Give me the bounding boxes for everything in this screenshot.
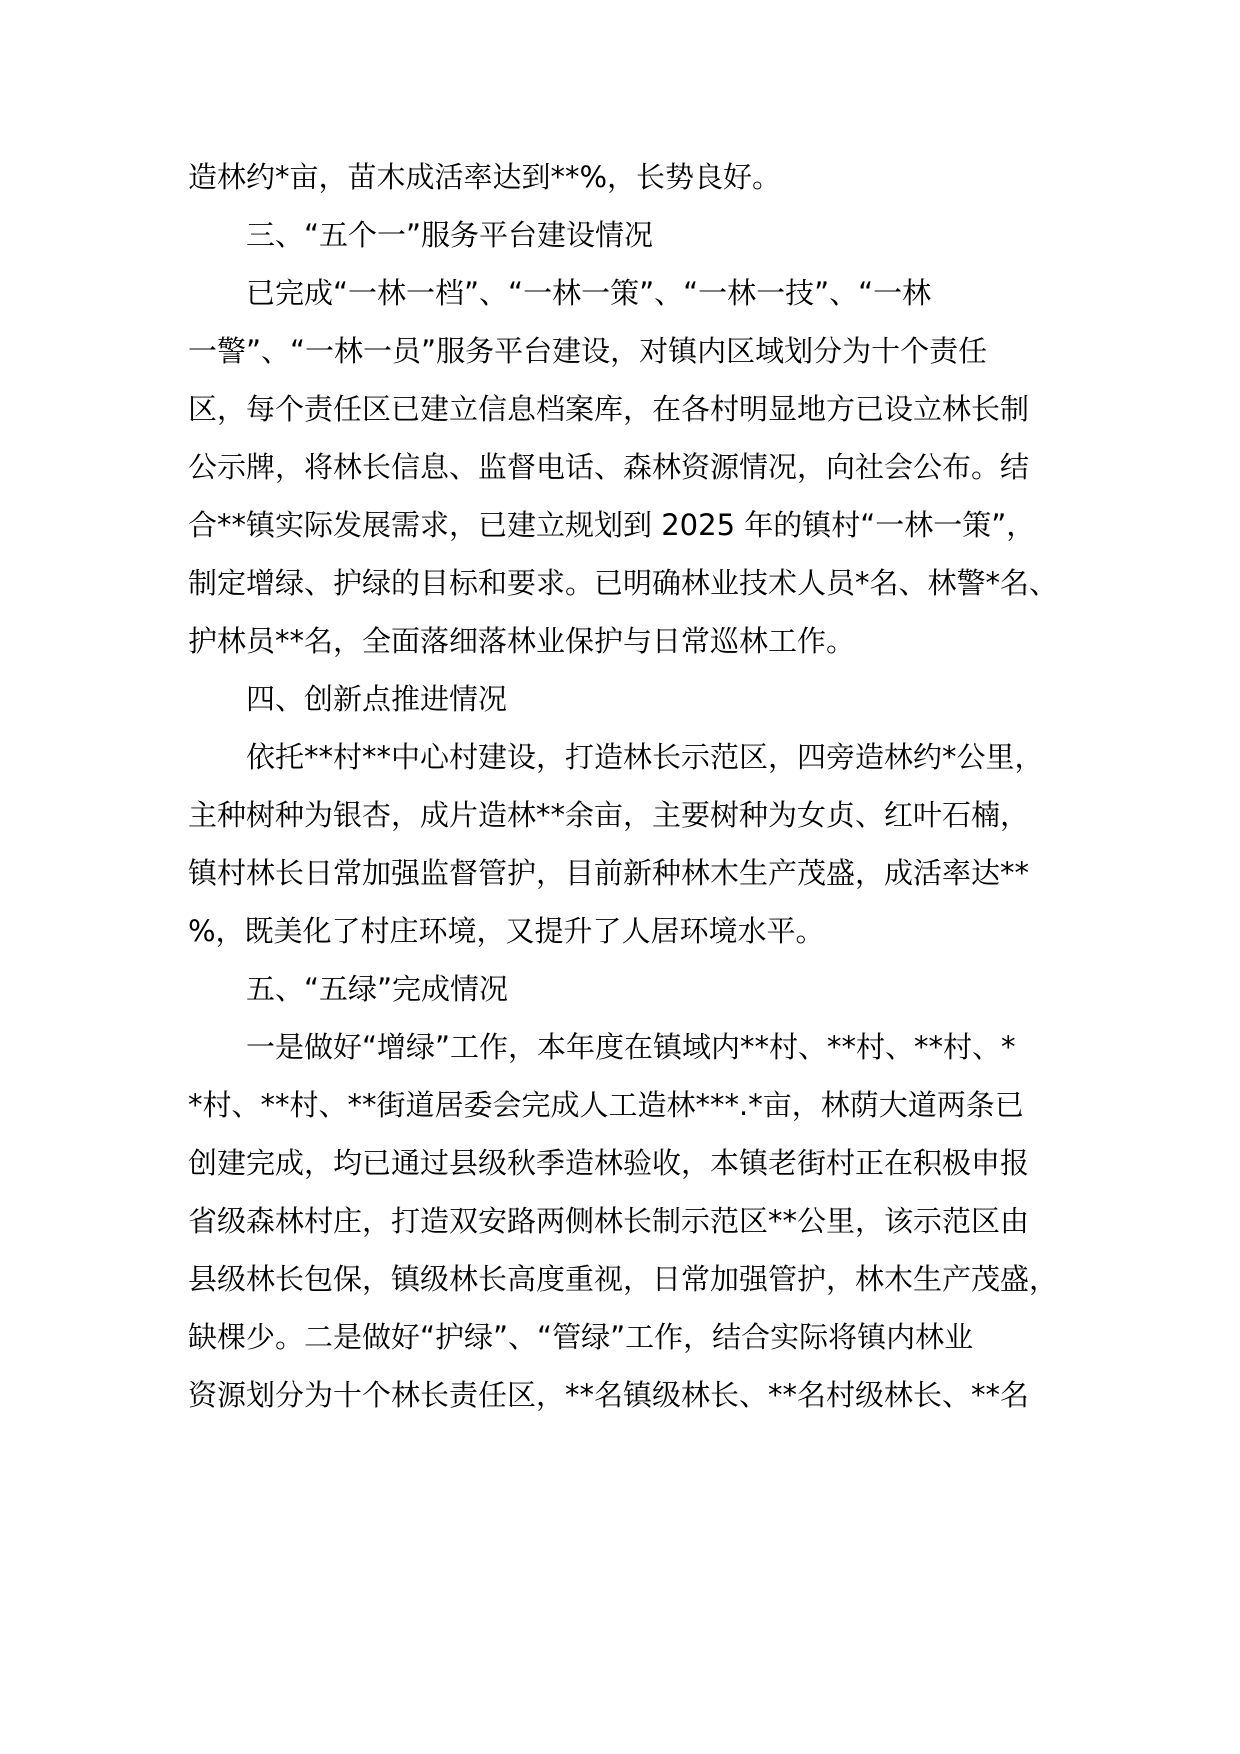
- section-heading-5: 五、“五绿”完成情况: [246, 972, 509, 1006]
- body-text-line: 合**镇实际发展需求，已建立规划到 2025 年的镇村“一林一策”，: [188, 508, 1036, 542]
- body-text-line: 区，每个责任区已建立信息档案库，在各村明显地方已设立林长制: [188, 392, 1030, 426]
- body-text-line: 省级森林村庄，打造双安路两侧林长制示范区**公里，该示范区由: [188, 1204, 1030, 1238]
- body-text-line: 主种树种为银杏，成片造林**余亩，主要树种为女贞、红叶石楠，: [188, 798, 1030, 832]
- body-text-line: 一是做好“增绿”工作，本年度在镇域内**村、**村、**村、*: [246, 1030, 1016, 1064]
- body-text-line: 依托**村**中心村建设，打造林长示范区，四旁造林约*公里，: [246, 740, 1044, 774]
- body-text-line: %，既美化了村庄环境，又提升了人居环境水平。: [188, 914, 825, 948]
- body-text-line: 护林员**名，全面落细落林业保护与日常巡林工作。: [188, 624, 856, 658]
- body-text-line: 县级林长包保，镇级林长高度重视，日常加强管护，林木生产茂盛，: [188, 1262, 1059, 1296]
- body-text-line: 创建完成，均已通过县级秋季造林验收，本镇老街村正在积极申报: [188, 1146, 1030, 1180]
- body-text-line: 已完成“一林一档”、“一林一策”、“一林一技”、“一林: [246, 276, 932, 310]
- body-text-line: 缺棵少。二是做好“护绿”、“管绿”工作，结合实际将镇内林业: [188, 1320, 974, 1354]
- body-text-line: 造林约*亩，苗木成活率达到**%，长势良好。: [188, 160, 782, 194]
- body-text-line: 资源划分为十个林长责任区，**名镇级林长、**名村级林长、**名: [188, 1378, 1030, 1412]
- body-text-line: 镇村林长日常加强监督管护，目前新种林木生产茂盛，成活率达**: [188, 856, 1030, 890]
- section-heading-3: 三、“五个一”服务平台建设情况: [246, 218, 654, 252]
- body-text-line: 制定增绿、护绿的目标和要求。已明确林业技术人员*名、林警*名、: [188, 566, 1059, 600]
- body-text-line: 一警”、“一林一员”服务平台建设，对镇内区域划分为十个责任: [188, 334, 988, 368]
- body-text-line: 公示牌，将林长信息、监督电话、森林资源情况，向社会公布。结: [188, 450, 1030, 484]
- body-text-line: *村、**村、**街道居委会完成人工造林***.*亩，林荫大道两条已: [188, 1088, 1024, 1122]
- section-heading-4: 四、创新点推进情况: [246, 682, 508, 716]
